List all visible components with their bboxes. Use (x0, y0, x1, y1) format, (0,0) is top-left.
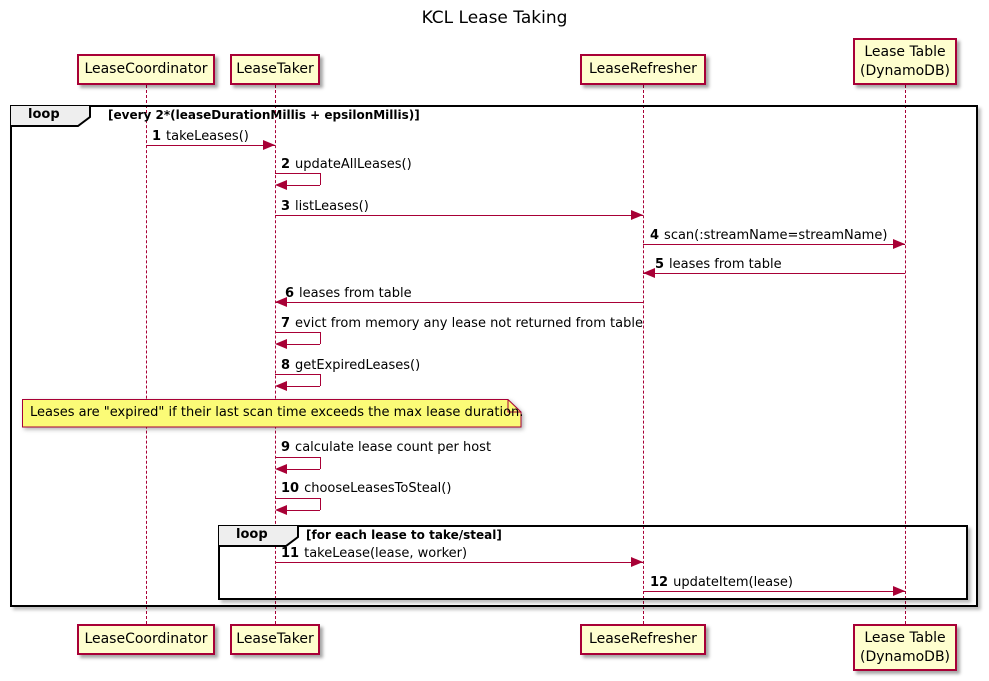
arrow-line (643, 591, 905, 592)
arrowhead-left-icon (275, 339, 287, 349)
arrowhead-left-icon (275, 505, 287, 515)
participant-leasecoordinator-top (77, 54, 215, 85)
inner-loop-condition: [for each lease to take/steal] (306, 528, 502, 542)
message-12-label (650, 575, 793, 590)
participant-label: Lease Table (864, 629, 946, 646)
note-text: Leases are "expired" if their last scan time exceeds the max lease duration. (30, 405, 524, 420)
arrowhead-left-icon (643, 268, 655, 278)
message-5-label (655, 257, 782, 272)
outer-loop-condition: [every 2*(leaseDurationMillis + epsilonMillis)] (108, 108, 420, 122)
arrowhead-right-icon (631, 557, 643, 567)
participant-leasetaker-top (230, 54, 320, 85)
message-number: 7 (281, 316, 291, 331)
arrowhead-left-icon (275, 180, 287, 190)
arrow-line (643, 244, 905, 245)
participant-label: LeaseTaker (236, 631, 314, 647)
diagram-title: KCL Lease Taking (421, 8, 568, 28)
arrowhead-left-icon (275, 381, 287, 391)
participant-label: Lease Table (864, 43, 946, 60)
message-number: 1 (152, 129, 162, 144)
message-number: 8 (281, 358, 291, 373)
message-1-label (152, 129, 249, 144)
participant-leasetable-bottom (853, 624, 957, 671)
inner-loop-keyword: loop (236, 527, 268, 542)
participant-label: LeaseCoordinator (84, 61, 208, 77)
self-arrow-side (320, 457, 321, 469)
message-number: 4 (650, 228, 660, 243)
participant-leaserefresher-top (580, 54, 706, 85)
message-text: scan(:streamName=streamName) (664, 228, 888, 243)
self-arrow-side (320, 498, 321, 510)
arrowhead-left-icon (275, 464, 287, 474)
participant-label: LeaseCoordinator (84, 631, 208, 647)
arrow-line (146, 145, 275, 146)
message-3-label (281, 199, 369, 214)
message-text: takeLeases() (166, 129, 249, 144)
arrow-line (275, 302, 643, 303)
arrow-line (643, 273, 905, 274)
message-text: chooseLeasesToSteal() (304, 481, 452, 496)
participant-leasetaker-bottom (230, 624, 320, 655)
message-text: evict from memory any lease not returned from table (295, 316, 643, 331)
message-number: 11 (281, 546, 300, 561)
participant-leasecoordinator-bottom (77, 624, 215, 655)
message-text: calculate lease count per host (295, 440, 492, 455)
participant-label: LeaseRefresher (589, 631, 697, 647)
message-8-label (281, 358, 420, 373)
self-arrow-top (275, 457, 320, 458)
message-7-label (281, 316, 643, 331)
message-text: leases from table (299, 286, 412, 301)
arrow-line (275, 562, 643, 563)
self-arrow-top (275, 332, 320, 333)
self-arrow-side (320, 332, 321, 344)
participant-leaserefresher-bottom (580, 624, 706, 655)
message-10-label (281, 481, 451, 496)
message-number: 3 (281, 199, 291, 214)
self-arrow-top (275, 374, 320, 375)
arrowhead-right-icon (263, 140, 275, 150)
arrowhead-right-icon (893, 586, 905, 596)
message-number: 9 (281, 440, 291, 455)
message-11-label (281, 546, 467, 561)
self-arrow-top (275, 498, 320, 499)
participant-leasetable-top (853, 38, 957, 85)
self-arrow-top (275, 173, 320, 174)
message-text: leases from table (669, 257, 782, 272)
participant-label: LeaseTaker (236, 61, 314, 77)
message-text: listLeases() (295, 199, 369, 214)
message-4-label (650, 228, 887, 243)
message-number: 5 (655, 257, 665, 272)
self-arrow-side (320, 374, 321, 386)
outer-loop-keyword: loop (28, 107, 60, 122)
arrowhead-right-icon (893, 239, 905, 249)
message-number: 10 (281, 481, 300, 496)
message-number: 12 (650, 575, 669, 590)
message-6-label (285, 286, 412, 301)
arrowhead-right-icon (631, 210, 643, 220)
self-arrow-side (320, 173, 321, 185)
participant-label: LeaseRefresher (589, 61, 697, 77)
message-text: updateItem(lease) (673, 575, 793, 590)
message-2-label (281, 157, 412, 172)
participant-label: (DynamoDB) (859, 62, 951, 79)
message-9-label (281, 440, 491, 455)
participant-label: (DynamoDB) (859, 648, 951, 665)
arrow-line (275, 215, 643, 216)
message-text: updateAllLeases() (295, 157, 412, 172)
message-number: 2 (281, 157, 291, 172)
message-text: getExpiredLeases() (295, 358, 421, 373)
message-number: 6 (285, 286, 295, 301)
message-text: takeLease(lease, worker) (304, 546, 468, 561)
arrowhead-left-icon (275, 297, 287, 307)
